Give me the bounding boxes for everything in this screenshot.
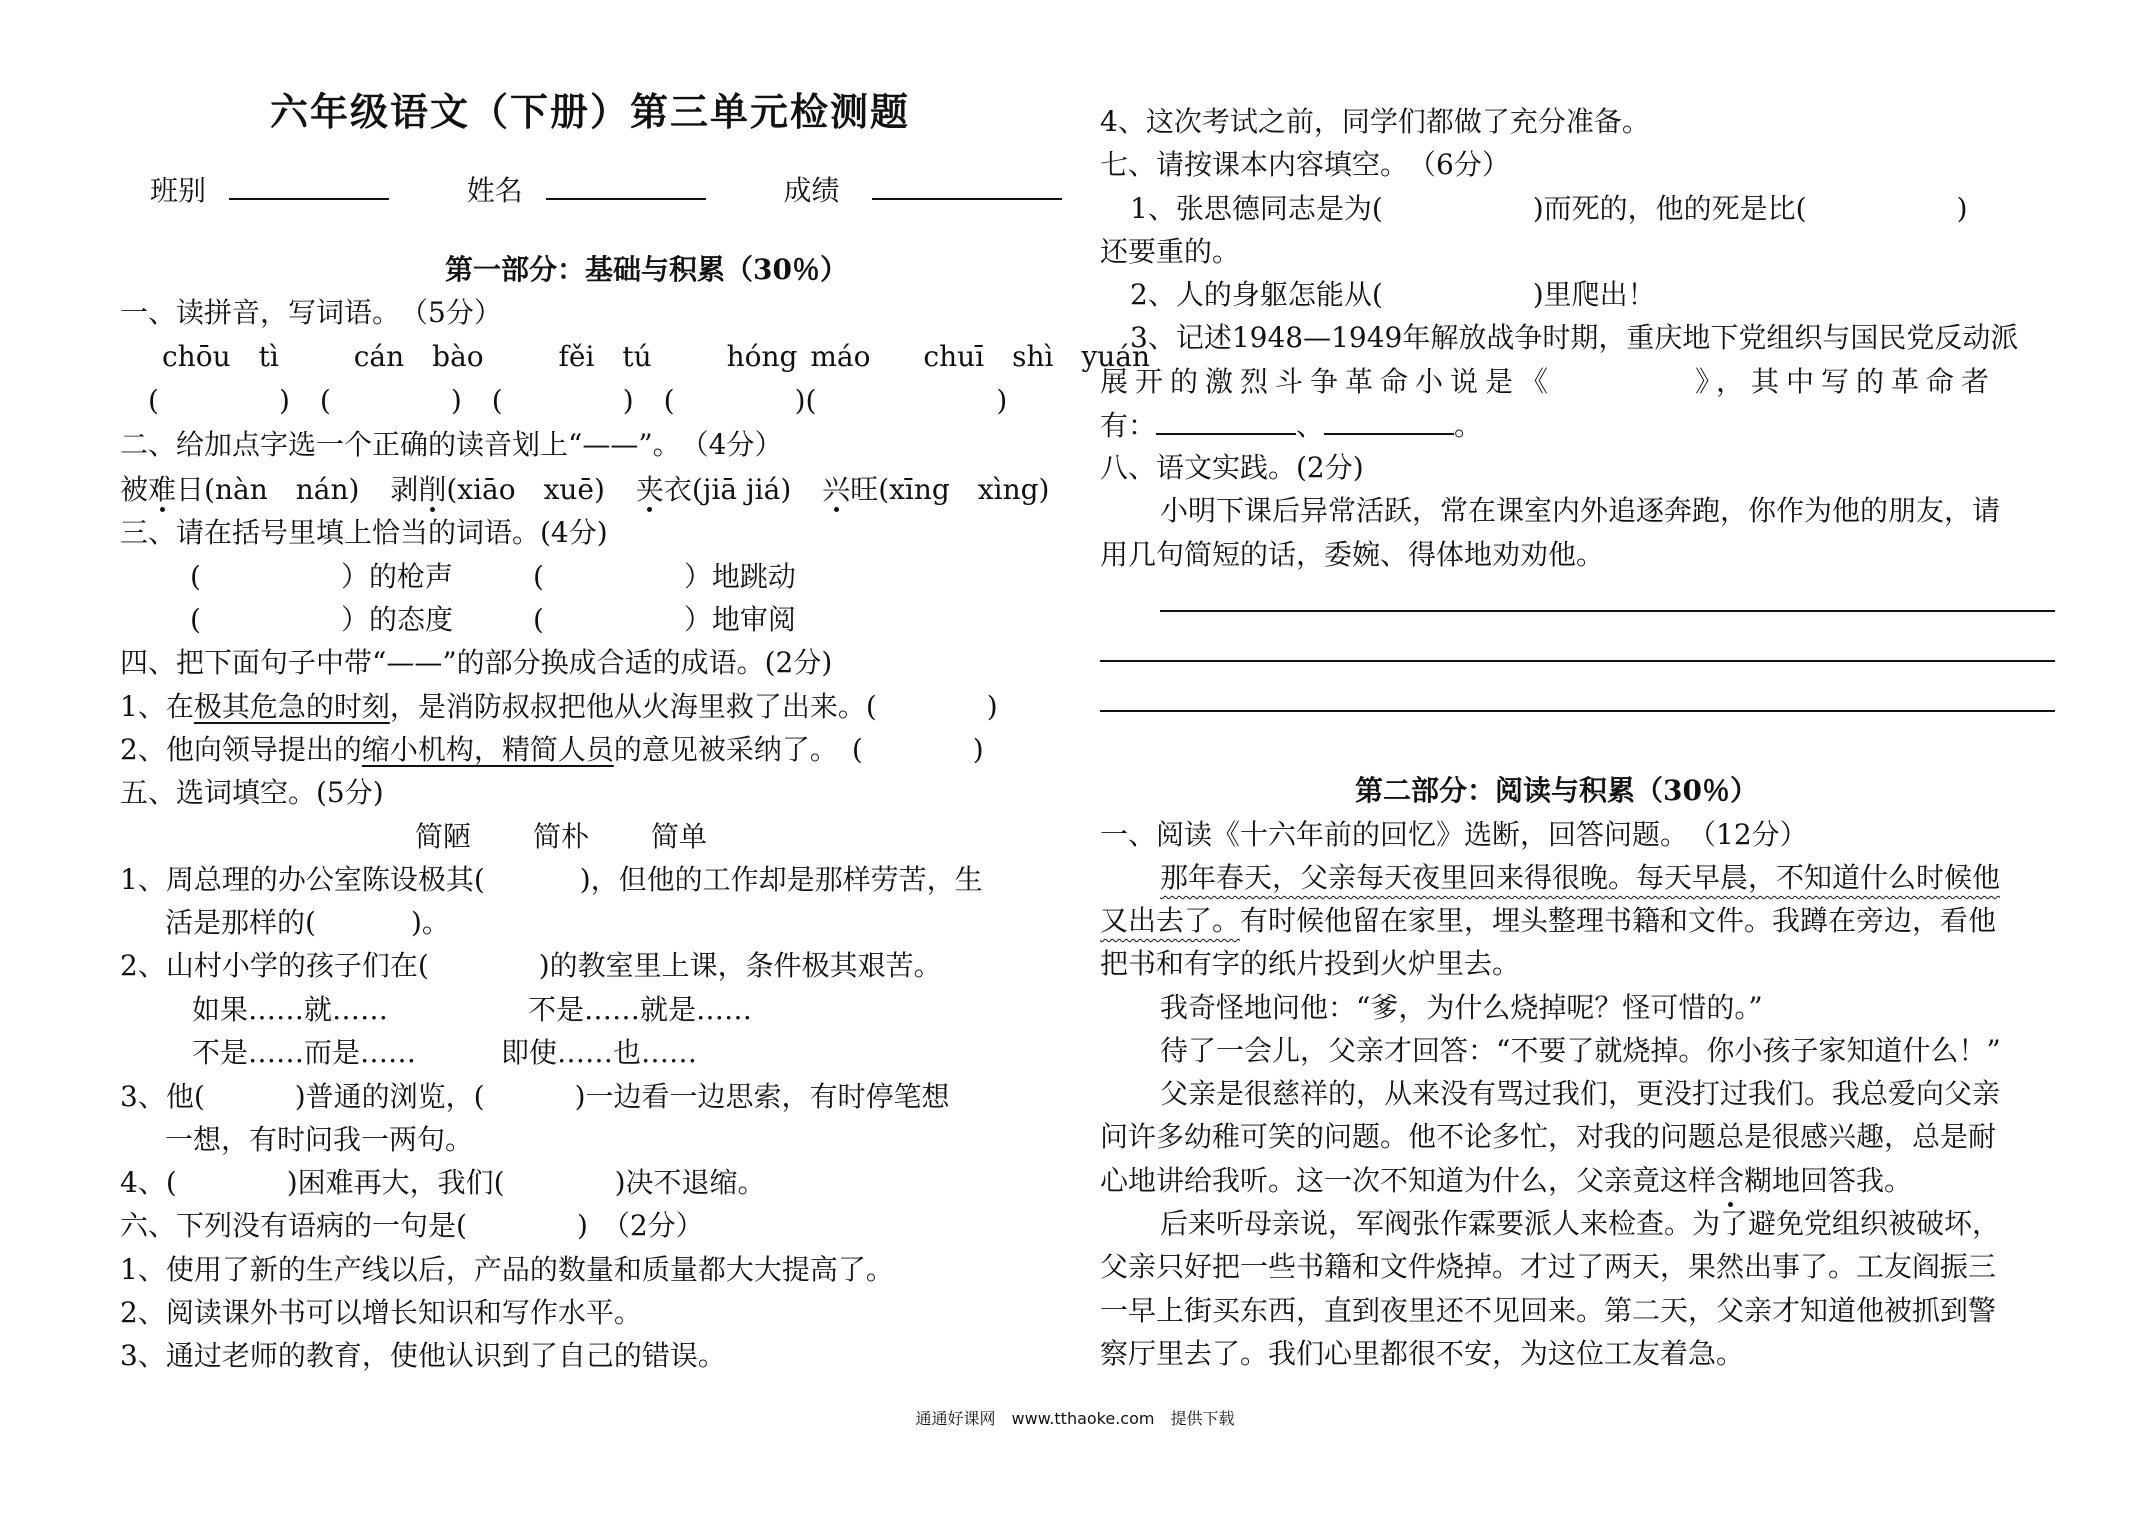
answer-line[interactable] xyxy=(1160,610,2055,612)
answer-line[interactable] xyxy=(1100,710,2055,712)
answer-blank[interactable] xyxy=(1156,405,1296,435)
pinyin-item: chuī shì yuán xyxy=(923,340,1151,373)
pinyin-item: hóng máo xyxy=(726,340,871,373)
q2-title: 二、给加点字选一个正确的读音划上“——”。 （4分） xyxy=(120,428,783,461)
header-fields xyxy=(150,170,1062,211)
q8-title: 八、语文实践。(2分) xyxy=(1100,451,1364,484)
passage-line: 心地讲给我听。这一次不知道为什么，父亲竟这样含糊地回答我。 xyxy=(1100,1161,1912,1201)
passage-line: 父亲是很慈祥的，从来没有骂过我们，更没打过我们。我总爱向父亲 xyxy=(1160,1077,2001,1110)
part1-heading: 第一部分：基础与积累（30％） xyxy=(445,253,848,286)
q4-title: 四、把下面句子中带“——”的部分换成合适的成语。(2分) xyxy=(120,646,833,679)
q7-s2: 2、人的身躯怎能从( )里爬出！ xyxy=(1130,278,1656,311)
answer-blank[interactable] xyxy=(1324,405,1454,435)
q6-option: 4、这次考试之前，同学们都做了充分准备。 xyxy=(1100,105,1650,138)
pinyin-item: cán bào xyxy=(353,340,484,373)
q5-s1-line-b: 活是那样的( )。 xyxy=(165,906,450,939)
passage-line: 又出去了。有时候他留在家里，埋头整理书籍和文件。我蹲在旁边，看他 xyxy=(1100,904,1997,937)
q1-answer-brackets[interactable]: ( ) ( ) ( ) ( )( ) xyxy=(148,384,1008,417)
pinyin-item: chōu tì xyxy=(162,340,279,373)
q2-item: 剥削(xiāo xuē) xyxy=(390,473,605,506)
pinyin-item: fěi tú xyxy=(558,340,652,373)
q2-item: 兴旺(xīng xìng) xyxy=(822,473,1050,506)
passage-line: 我奇怪地问他：“爹，为什么烧掉呢？怪可惜的。” xyxy=(1160,991,1763,1024)
reading-q1-title: 一、阅读《十六年前的回忆》选断，回答问题。 （12分） xyxy=(1100,818,1808,851)
q8-paragraph-line: 用几句简短的话，委婉、得体地劝劝他。 xyxy=(1100,538,1605,571)
q5-s4: 4、( )困难再大，我们( )决不退缩。 xyxy=(120,1166,766,1199)
q7-s3-line-c: 有： 、 。 xyxy=(1100,405,1482,446)
q5-s2: 2、山村小学的孩子们在( )的教室里上课，条件极其艰苦。 xyxy=(120,949,942,982)
q6-title: 六、下列没有语病的一句是( ) （2分） xyxy=(120,1209,704,1242)
q5-s3-line-b: 一想，有时问我一两句。 xyxy=(165,1123,474,1156)
name-label: 姓名 xyxy=(466,174,523,207)
name-field[interactable] xyxy=(546,170,706,200)
q3-title: 三、请在括号里填上恰当的词语。(4分) xyxy=(120,516,608,549)
q7-s1-line-b: 还要重的。 xyxy=(1100,235,1241,268)
q7-title: 七、请按课本内容填空。 （6分） xyxy=(1100,148,1510,181)
q5-s3-line-a: 3、他( )普通的浏览，( )一边看一边思索，有时停笔想 xyxy=(120,1080,950,1113)
q3-row[interactable]: ( ）的枪声 ( ）地跳动 xyxy=(190,560,796,593)
q1-pinyin-row xyxy=(162,337,1150,377)
score-field[interactable] xyxy=(872,170,1062,200)
q5-choices-2a: 如果……就…… 不是……就是…… xyxy=(192,993,753,1026)
q6-option: 1、使用了新的生产线以后，产品的数量和质量都大大提高了。 xyxy=(120,1253,894,1286)
q5-s1-line-a: 1、周总理的办公室陈设极其( )，但他的工作却是那样劳苦，生 xyxy=(120,863,983,896)
class-label: 班别 xyxy=(150,174,207,207)
q2-item: 被难日(nàn nán) xyxy=(120,473,360,506)
passage-line: 父亲只好把一些书籍和文件烧掉。才过了两天，果然出事了。工友阎振三 xyxy=(1100,1250,1997,1283)
class-field[interactable] xyxy=(229,170,389,200)
page-title: 六年级语文（下册）第三单元检测题 xyxy=(270,89,911,134)
q8-paragraph-line: 小明下课后异常活跃，常在课室内外追逐奔跑，你作为他的朋友，请 xyxy=(1160,494,2001,527)
q5-choices-2b: 不是……而是…… 即使……也…… xyxy=(192,1036,698,1069)
passage-line: 一早上街买东西，直到夜里还不见回来。第二天，父亲才知道他被抓到警 xyxy=(1100,1294,1997,1327)
q4-sentence-1: 1、在极其危急的时刻，是消防叔叔把他从火海里救了出来。( ) xyxy=(120,690,998,723)
q7-s3-line-a: 3、记述1948—1949年解放战争时期，重庆地下党组织与国民党反动派 xyxy=(1130,321,2019,354)
passage-line: 后来听母亲说，军阀张作霖要派人来检查。为了避免党组织被破坏， xyxy=(1160,1207,2001,1240)
q5-title: 五、选词填空。(5分) xyxy=(120,776,384,809)
q4-sentence-2: 2、他向领导提出的缩小机构，精简人员的意见被采纳了。 ( ) xyxy=(120,733,984,766)
q6-option: 3、通过老师的教育，使他认识到了自己的错误。 xyxy=(120,1339,726,1372)
q2-item: 夹衣(jiā jiá) xyxy=(635,473,792,506)
q2-items xyxy=(120,470,1049,510)
passage-line: 把书和有字的纸片投到火炉里去。 xyxy=(1100,947,1521,980)
q7-s3-line-b: 展开的激烈斗争革命小说是《 》，其中写的革命者 xyxy=(1100,365,1997,398)
footer-credit: 通通好课网 www.tthaoke.com 提供下载 xyxy=(915,1409,1235,1428)
q3-row[interactable]: ( ）的态度 ( ）地审阅 xyxy=(190,603,796,636)
passage-line: 那年春天，父亲每天夜里回来得很晚。每天早晨，不知道什么时候他 xyxy=(1160,861,2001,894)
passage-line: 察厅里去了。我们心里都很不安，为这位工友着急。 xyxy=(1100,1337,1745,1370)
q1-title: 一、读拼音，写词语。 （5分） xyxy=(120,296,502,329)
score-label: 成绩 xyxy=(783,174,840,207)
passage-line: 待了一会儿，父亲才回答：“不要了就烧掉。你小孩子家知道什么！” xyxy=(1160,1034,2001,1067)
q7-s1-line-a: 1、张思德同志是为( )而死的，他的死是比( ) xyxy=(1130,192,1968,225)
part2-heading: 第二部分：阅读与积累（30％） xyxy=(1355,774,1758,807)
q6-option: 2、阅读课外书可以增长知识和写作水平。 xyxy=(120,1296,642,1329)
passage-line: 问许多幼稚可笑的问题。他不论多忙，对我的问题总是很感兴趣，总是耐 xyxy=(1100,1120,1997,1153)
answer-line[interactable] xyxy=(1100,660,2055,662)
q5-choices-1: 简陋 简朴 简单 xyxy=(415,820,708,853)
